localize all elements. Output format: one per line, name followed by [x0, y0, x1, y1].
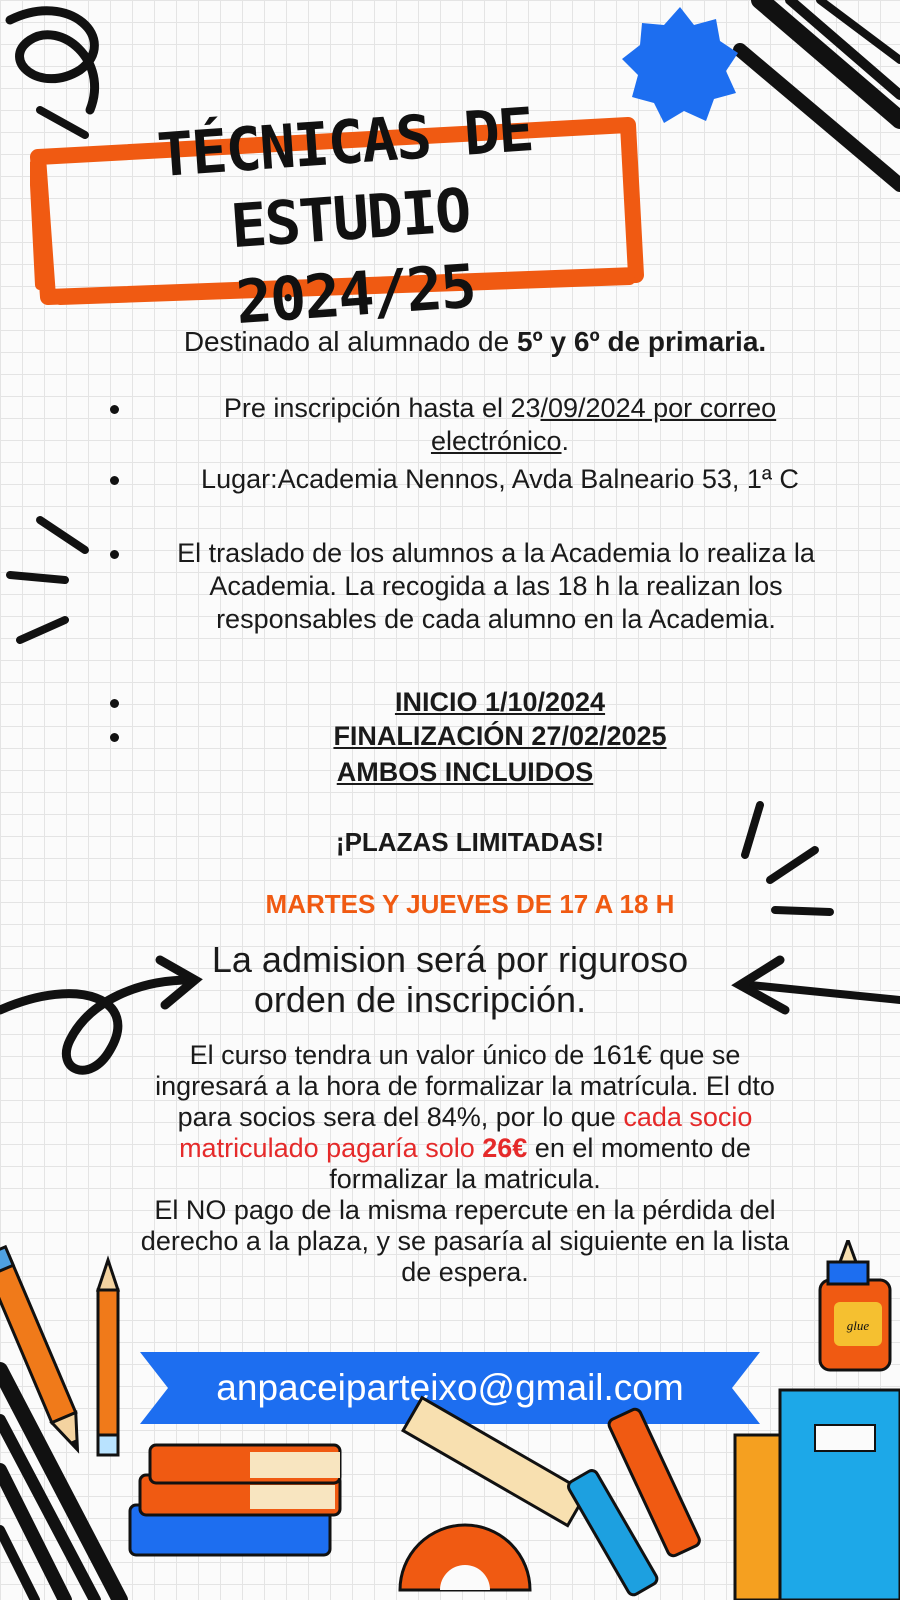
bullet-icon	[110, 405, 119, 414]
curso-socio-price: cada socio matriculado pagaría solo	[179, 1102, 753, 1163]
intro-text	[80, 326, 870, 358]
page-title	[63, 86, 638, 353]
glue-label: glue	[846, 1318, 870, 1333]
list-item-inicio	[110, 686, 860, 719]
protractor-icon	[400, 1525, 530, 1590]
ruler-icon	[403, 1398, 587, 1526]
email-link[interactable]: anpaceiparteixo@gmail.com	[216, 1367, 684, 1408]
school-supplies-illustration	[0, 1240, 900, 1600]
finalizacion-text: FINALIZACIÓN 27/02/2025	[333, 721, 667, 751]
title-line-2: 2024/25	[233, 251, 477, 339]
curso-socio-amount: 26€	[482, 1133, 528, 1163]
preinscripcion-suffix: .	[561, 426, 570, 456]
notebook-icon	[735, 1390, 900, 1600]
list-item-preinscripcion	[110, 392, 860, 458]
inicio-text: INICIO 1/10/2024	[394, 687, 606, 717]
admision-text	[150, 940, 750, 1020]
list-item-finalizacion	[110, 720, 860, 753]
glue-icon	[820, 1240, 890, 1370]
bullet-icon	[110, 733, 119, 742]
traslado-text: El traslado de los alumnos a la Academia lo realiza la Academia. La recogida a las 18 h la realizan los responsables de cada alumno en la Academia.	[177, 538, 815, 634]
curso-part-1: El curso tendra un valor único de 161€ que se ingresará a la hora de formalizar la matrícula. El dto para socios sera del 84%, por lo que	[155, 1040, 775, 1132]
intro-prefix: Destinado al alumnado de	[183, 326, 517, 357]
pencil-icon	[98, 1260, 118, 1455]
bullet-icon	[110, 699, 119, 708]
curso-part-2: en el momento de formalizar la matricula.	[329, 1133, 751, 1194]
intro-grades: 5º y 6º de primaria.	[516, 326, 767, 357]
horario: MARTES Y JUEVES DE 17 A 18 H	[265, 889, 675, 919]
books-icon	[130, 1445, 340, 1555]
ambos-incluidos: AMBOS INCLUIDOS	[336, 757, 594, 787]
pencil-icon	[0, 1247, 89, 1455]
admision-line-2: orden de inscripción.	[253, 979, 587, 1020]
admision-line-1: La admision será por riguroso	[211, 939, 689, 980]
curso-nopago: El NO pago de la misma repercute en la pérdida del derecho a la plaza, y se pasaría al siguiente en la lista de espera.	[140, 1195, 790, 1287]
bullet-icon	[110, 550, 119, 559]
preinscripcion-prefix: Pre inscripción hasta el 23	[223, 393, 541, 423]
lugar-text: Lugar:Academia Nennos, Avda Balneario 53, 1ª C	[201, 464, 799, 494]
plazas-limitadas: ¡PLAZAS LIMITADAS!	[335, 827, 605, 857]
list-item-lugar	[110, 463, 860, 496]
bullet-icon	[110, 476, 119, 485]
list-item-traslado	[110, 537, 860, 636]
title-line-1: TÉCNICAS DE ESTUDIO	[155, 95, 535, 263]
preinscripcion-link[interactable]: /09/2024 por correo electrónico	[430, 393, 777, 456]
